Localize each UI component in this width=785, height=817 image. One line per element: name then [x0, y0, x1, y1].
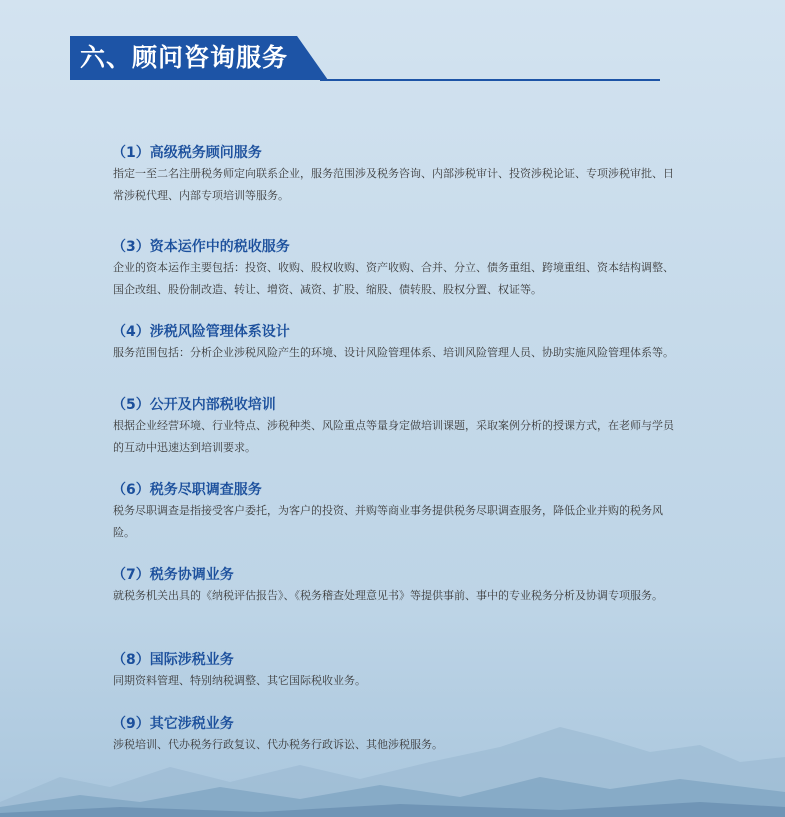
header-rule	[320, 79, 660, 81]
section-title: （4）涉税风险管理体系设计	[112, 324, 290, 340]
section-body: 涉税培训、代办税务行政复议、代办税务行政诉讼、其他涉税服务。	[113, 738, 443, 751]
section-tax-training	[112, 395, 682, 459]
section-international-tax	[112, 650, 682, 692]
mountain-landscape	[0, 707, 785, 817]
page-title: 六、顾问咨询服务	[80, 43, 289, 72]
section-title: （1）高级税务顾问服务	[112, 145, 262, 161]
section-body: 企业的资本运作主要包括：投资、收购、股权收购、资产收购、合并、分立、债务重组、跨境重组、资本结构调整、国企改组、股份制改造、转让、增资、减资、扩股、缩股、债转股、股权分置、权证等。	[113, 261, 674, 296]
section-title: （3）资本运作中的税收服务	[112, 239, 290, 255]
section-capital-operation-tax	[112, 237, 682, 301]
section-title: （5）公开及内部税收培训	[112, 397, 276, 413]
section-title: （8）国际涉税业务	[112, 652, 234, 668]
section-title: （6）税务尽职调查服务	[112, 482, 262, 498]
section-senior-tax-advisory	[112, 143, 682, 207]
section-title: （7）税务协调业务	[112, 567, 234, 583]
section-tax-risk-management	[112, 322, 682, 364]
section-body: 服务范围包括：分析企业涉税风险产生的环境、设计风险管理体系、培训风险管理人员、协助实施风险管理体系等。	[113, 346, 674, 359]
section-title: （9）其它涉税业务	[112, 716, 234, 732]
section-tax-coordination	[112, 565, 682, 607]
section-body: 税务尽职调查是指接受客户委托，为客户的投资、并购等商业事务提供税务尽职调查服务，降低企业并购的税务风险。	[113, 504, 663, 539]
section-body: 根据企业经营环境、行业特点、涉税种类、风险重点等量身定做培训课题，采取案例分析的授课方式，在老师与学员的互动中迅速达到培训要求。	[113, 419, 674, 454]
section-body: 指定一至二名注册税务师定向联系企业，服务范围涉及税务咨询、内部涉税审计、投资涉税论证、专项涉税审批、日常涉税代理、内部专项培训等服务。	[113, 167, 674, 202]
section-body: 同期资料管理、特别纳税调整、其它国际税收业务。	[113, 674, 366, 687]
section-tax-due-diligence	[112, 480, 682, 544]
section-body: 就税务机关出具的《纳税评估报告》、《税务稽查处理意见书》等提供事前、事中的专业税务分析及协调专项服务。	[113, 589, 663, 602]
